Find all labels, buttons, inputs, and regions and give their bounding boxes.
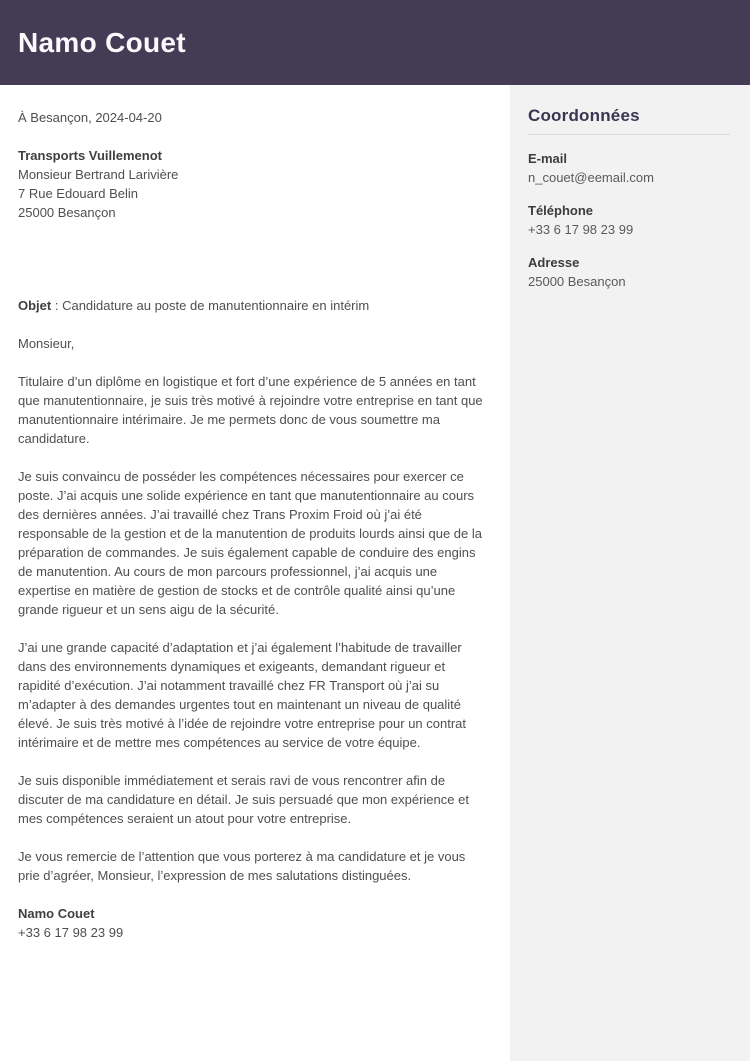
sidebar-title: Coordonnées bbox=[528, 106, 640, 125]
signature-phone: +33 6 17 98 23 99 bbox=[18, 925, 124, 940]
subject-line bbox=[18, 296, 490, 315]
contact-section-phone bbox=[528, 201, 730, 239]
contact-label-address: Adresse bbox=[528, 255, 580, 270]
contact-label-phone: Téléphone bbox=[528, 203, 594, 218]
letter-paragraph: Je vous remercie de l’attention que vous porterez à ma candidature et je vous prie d’agréer, Monsieur, l’expression de mes salutations distinguées. bbox=[18, 849, 466, 883]
recipient-company: Transports Vuillemenot bbox=[18, 148, 162, 163]
sidebar-divider bbox=[528, 134, 730, 135]
contact-value-phone: +33 6 17 98 23 99 bbox=[528, 222, 634, 237]
recipient-line: Monsieur Bertrand Larivière bbox=[18, 167, 179, 182]
letter-paragraph: Je suis convaincu de posséder les compétences nécessaires pour exercer ce poste. J’ai acquis une solide expérience en tant que manutentionnaire au cours des dernières années. J’ai travaillé chez Trans Proxim Froid où j’ai été responsable de la gestion et de la manutention de produits lourds ainsi que de la préparation de commandes. Je suis également capable de conduire des engins de manutention. Au cours de mon parcours professionnel, j’ai acquis une expertise en matière de gestion de stocks et de contrôle qualité ainsi qu’une grande rigueur et un sens aigu de la sécurité. bbox=[18, 469, 482, 617]
letter-paragraph: Je suis disponible immédiatement et serais ravi de vous rencontrer afin de discuter de ma candidature en détail. Je suis persuadé que mon expérience et mes compétences seraient un atout pour votre entreprise. bbox=[18, 773, 469, 826]
sender-name: Namo Couet bbox=[18, 26, 186, 58]
sidebar bbox=[510, 85, 750, 1061]
contact-section-email bbox=[528, 149, 730, 187]
signature-name: Namo Couet bbox=[18, 906, 95, 921]
recipient-line: 7 Rue Edouard Belin bbox=[18, 186, 138, 201]
recipient-block bbox=[18, 146, 490, 222]
content-area bbox=[0, 85, 750, 1061]
salutation: Monsieur, bbox=[18, 336, 75, 351]
subject-label: Objet bbox=[18, 298, 52, 313]
letter-paragraph: J’ai une grande capacité d’adaptation et j’ai également l’habitude de travailler dans des environnements dynamiques et exigeants, demandant rigueur et rapidité d’exécution. J’ai notamment travaillé chez FR Transport où j’ai su m’adapter à des demandes urgentes tout en maintenant un niveau de qualité élevé. Je suis très motivé à l’idée de rejoindre votre entreprise pour un contrat intérimaire et de mettre mes compétences au service de votre équipe. bbox=[18, 640, 467, 750]
date-line: À Besançon, 2024-04-20 bbox=[18, 110, 162, 125]
contact-section-address bbox=[528, 253, 730, 291]
letter-paragraph: Titulaire d’un diplôme en logistique et fort d’une expérience de 5 années en tant que manutentionnaire, je suis très motivé à rejoindre votre entreprise en tant que manutentionnaire intérimaire. Je me permets donc de vous soumettre ma candidature. bbox=[18, 374, 483, 446]
letter-body bbox=[0, 85, 510, 1061]
contact-value-email: n_couet@eemail.com bbox=[528, 170, 654, 185]
signature-block bbox=[18, 904, 490, 942]
subject-text: : Candidature au poste de manutentionnaire en intérim bbox=[51, 298, 370, 313]
recipient-line: 25000 Besançon bbox=[18, 205, 116, 220]
contact-value-address: 25000 Besançon bbox=[528, 274, 626, 289]
header-banner bbox=[0, 0, 750, 85]
contact-label-email: E-mail bbox=[528, 151, 568, 166]
